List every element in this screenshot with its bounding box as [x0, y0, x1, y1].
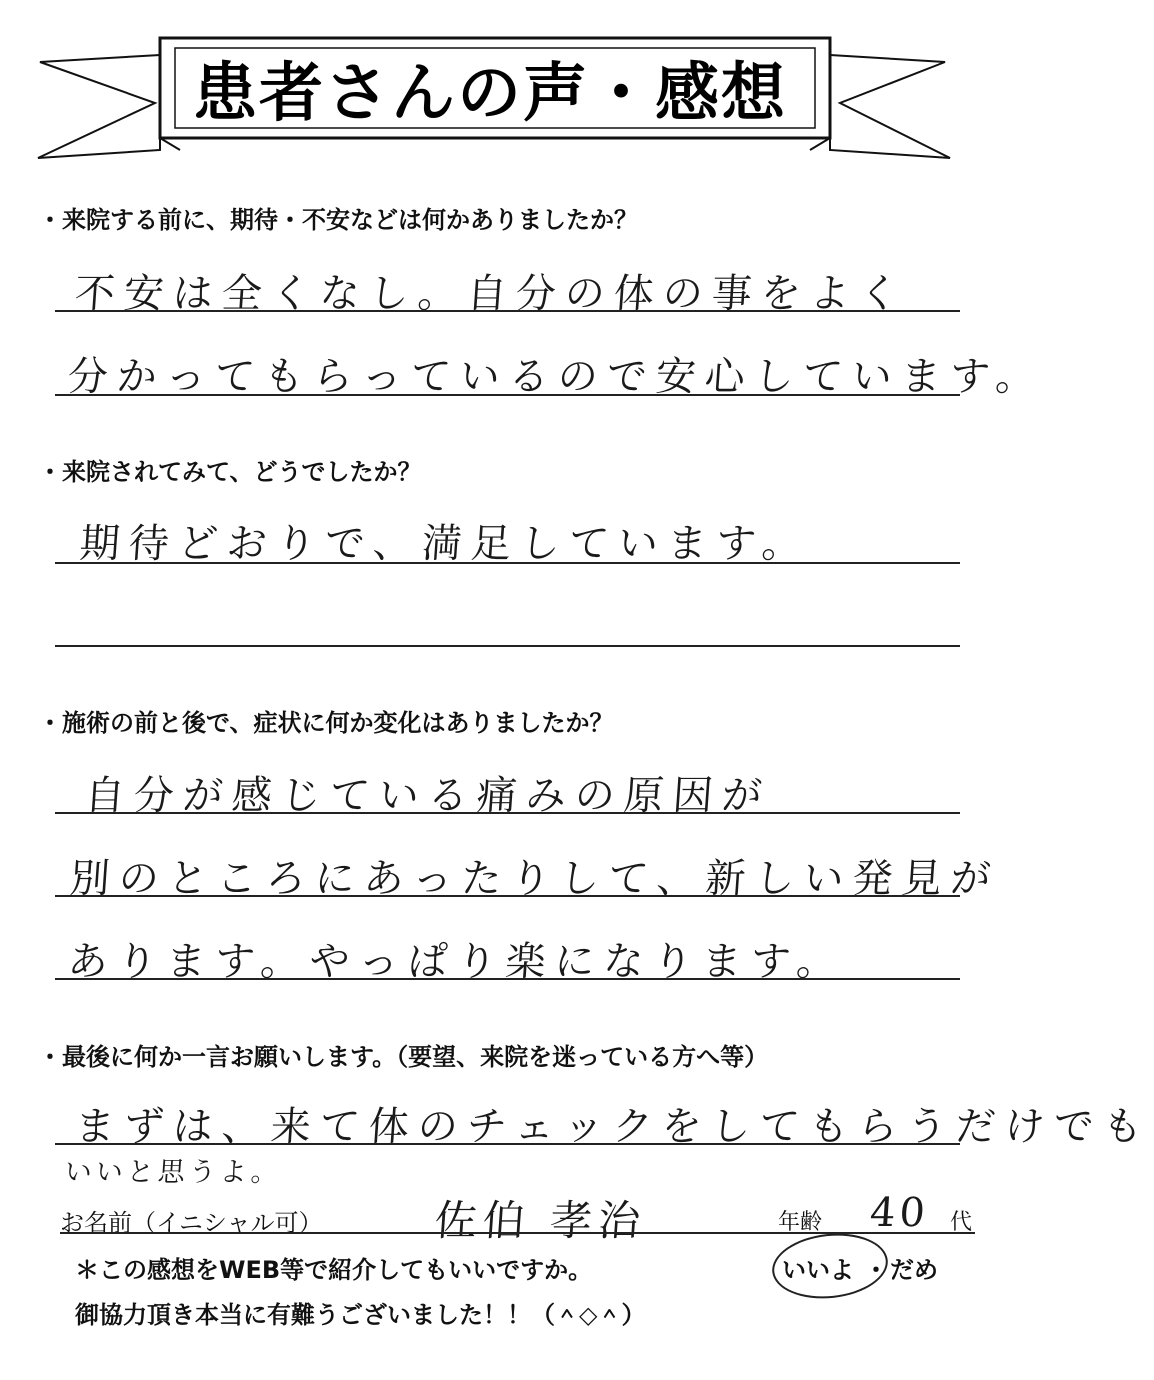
answer-1-line-1: 不安は全くなし。自分の体の事をよく — [73, 271, 910, 317]
answer-4-line-2: いいと思うよ。 — [63, 1157, 283, 1188]
question-3: ・施術の前と後で、症状に何か変化はありましたか？ — [38, 709, 614, 737]
answer-rule — [55, 562, 960, 564]
question-2: ・来院されてみて、どうでしたか？ — [38, 458, 422, 486]
age-value: 40 — [868, 1190, 931, 1236]
answer-rule — [55, 1143, 960, 1145]
answer-2-line-1: 期待どおりで、満足しています。 — [78, 521, 813, 567]
age-label: 年齢 — [778, 1210, 823, 1235]
answer-3-line-1: 自分が感じている痛みの原因が — [83, 773, 773, 819]
consent-separator: ・ — [864, 1256, 888, 1284]
name-value: 佐伯 孝治 — [433, 1196, 648, 1245]
answer-3-line-3: あります。やっぱり楽になります。 — [66, 939, 847, 985]
answer-rule — [55, 394, 960, 396]
answer-1-line-2: 分かってもらっているので安心しています。 — [66, 354, 1047, 400]
answer-rule — [55, 310, 960, 312]
name-label: お名前（イニシャル可） — [60, 1209, 323, 1237]
answer-rule — [55, 978, 960, 980]
answer-4-line-1: まずは、来て体のチェックをしてもらうだけでも — [73, 1104, 1154, 1150]
answer-3-line-2: 別のところにあったりして、新しい発見が — [68, 856, 1002, 902]
consent-choice-no: だめ — [890, 1256, 938, 1284]
question-1: ・来院する前に、期待・不安などは何かありましたか？ — [38, 206, 638, 234]
thanks-message: 御協力頂き本当に有難うございました！！（＾◇＾） — [75, 1301, 646, 1329]
question-4: ・最後に何か一言お願いします。（要望、来院を迷っている方へ等） — [38, 1043, 769, 1071]
web-consent-question: ＊この感想をWEB等で紹介してもいいですか。 — [75, 1256, 593, 1284]
consent-choice-yes: いいよ — [782, 1256, 854, 1284]
selected-choice-circle — [769, 1228, 891, 1304]
age-suffix: 代 — [950, 1210, 973, 1235]
answer-rule — [55, 895, 960, 897]
answer-rule — [55, 812, 960, 814]
page-title: 患者さんの声・感想 — [193, 57, 787, 131]
answer-rule — [55, 645, 960, 647]
